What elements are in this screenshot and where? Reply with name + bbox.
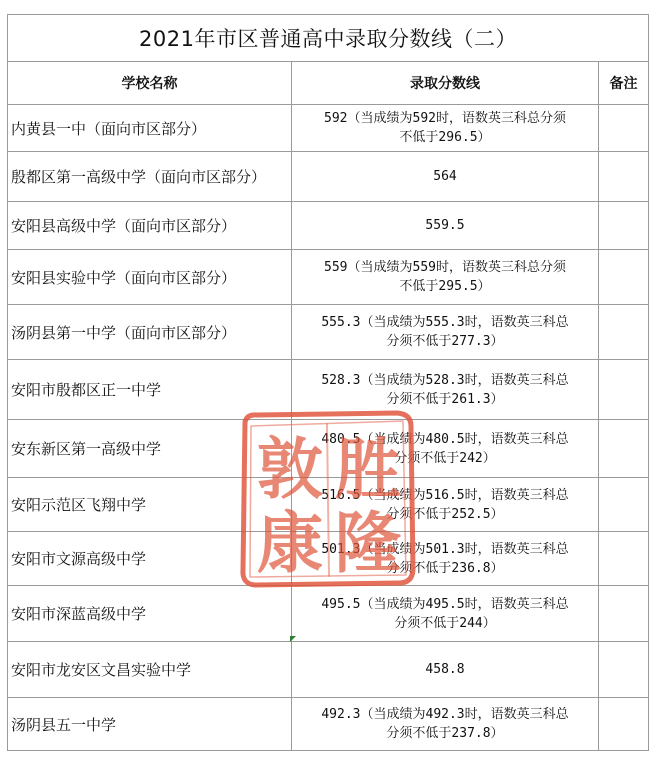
table-title: 2021年市区普通高中录取分数线（二） — [8, 15, 649, 62]
score-cell — [292, 250, 599, 305]
score-cell — [292, 360, 599, 420]
header-note: 备注 — [599, 62, 649, 105]
table-row — [8, 420, 649, 478]
school-name: 安阳市文源高级中学 — [8, 532, 292, 586]
school-name: 安阳县高级中学（面向市区部分） — [8, 202, 292, 250]
school-name: 安阳示范区飞翔中学 — [8, 478, 292, 532]
table-row — [8, 152, 649, 202]
note-cell — [599, 642, 649, 698]
score-cell — [292, 305, 599, 360]
score-line: 555.3（当成绩为555.3时，语数英三科总 — [321, 315, 569, 330]
score-cell — [292, 532, 599, 586]
cell-comment-marker — [290, 636, 296, 642]
note-cell — [599, 250, 649, 305]
school-name: 安东新区第一高级中学 — [8, 420, 292, 478]
note-cell — [599, 420, 649, 478]
score-cell — [292, 698, 599, 751]
seal-char: 敦 — [257, 430, 323, 508]
score-cell — [292, 478, 599, 532]
seal-char: 康 — [257, 504, 323, 582]
table-row — [8, 698, 649, 751]
score-cell — [292, 586, 599, 642]
score-cell — [292, 420, 599, 478]
school-name: 安阳县实验中学（面向市区部分） — [8, 250, 292, 305]
score-cell — [292, 105, 599, 152]
score-line: 分须不低于244） — [394, 615, 496, 631]
score-line: 分须不低于277.3） — [386, 334, 504, 349]
score-line: 480.5（当成绩为480.5时，语数英三科总 — [321, 431, 569, 447]
score-cell: 458.8 — [292, 642, 599, 698]
school-name: 汤阴县第一中学（面向市区部分） — [8, 305, 292, 360]
table-row — [8, 478, 649, 532]
school-name: 内黄县一中（面向市区部分） — [8, 105, 292, 152]
header-school: 学校名称 — [8, 62, 292, 105]
score-line: 516.5（当成绩为516.5时，语数英三科总 — [321, 487, 569, 503]
table-row — [8, 360, 649, 420]
score-cell: 564 — [292, 152, 599, 202]
score-line: 分须不低于237.8） — [386, 726, 504, 741]
score-line: 不低于295.5） — [399, 279, 491, 294]
seal-char: 隆 — [335, 504, 401, 582]
note-cell — [599, 360, 649, 420]
score-line: 不低于296.5） — [399, 130, 491, 145]
note-cell — [599, 305, 649, 360]
title-row — [8, 15, 649, 62]
table-row — [8, 586, 649, 642]
school-name: 安阳市深蓝高级中学 — [8, 586, 292, 642]
score-line: 592（当成绩为592时，语数英三科总分须 — [324, 111, 566, 126]
score-line: 分须不低于236.8） — [386, 560, 504, 576]
note-cell — [599, 152, 649, 202]
score-line: 分须不低于252.5） — [386, 506, 504, 522]
table-row — [8, 105, 649, 152]
score-line: 分须不低于261.3） — [386, 391, 504, 407]
note-cell — [599, 586, 649, 642]
table-row — [8, 532, 649, 586]
score-line: 495.5（当成绩为495.5时，语数英三科总 — [321, 596, 569, 612]
seal-char: 胜 — [335, 430, 401, 508]
table-row — [8, 642, 649, 698]
score-line: 501.3（当成绩为501.3时，语数英三科总 — [321, 541, 569, 557]
school-name: 安阳市殷都区正一中学 — [8, 360, 292, 420]
score-line: 559（当成绩为559时，语数英三科总分须 — [324, 260, 566, 275]
table-row — [8, 250, 649, 305]
note-cell — [599, 698, 649, 751]
score-cell: 559.5 — [292, 202, 599, 250]
score-line: 528.3（当成绩为528.3时，语数英三科总 — [321, 372, 569, 388]
score-line: 分须不低于242） — [394, 450, 496, 466]
table-row — [8, 305, 649, 360]
school-name: 汤阴县五一中学 — [8, 698, 292, 751]
note-cell — [599, 105, 649, 152]
note-cell — [599, 202, 649, 250]
table-row — [8, 202, 649, 250]
school-name: 殷都区第一高级中学（面向市区部分） — [8, 152, 292, 202]
score-table-sheet — [7, 14, 648, 751]
note-cell — [599, 532, 649, 586]
header-score: 录取分数线 — [292, 62, 599, 105]
score-table — [7, 14, 649, 751]
score-line: 492.3（当成绩为492.3时，语数英三科总 — [321, 707, 569, 722]
note-cell — [599, 478, 649, 532]
school-name: 安阳市龙安区文昌实验中学 — [8, 642, 292, 698]
header-row — [8, 62, 649, 105]
